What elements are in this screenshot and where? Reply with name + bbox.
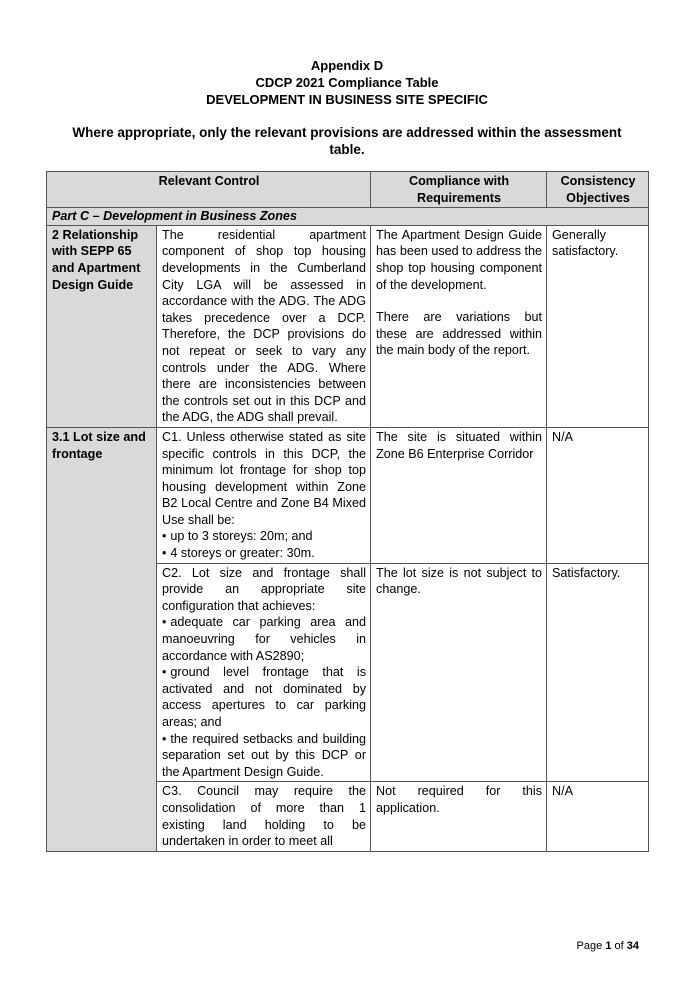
compliance-cell [371,225,547,427]
page-number: 1 [605,940,612,952]
control-bullet: • the required setbacks and building separation set out by this DCP or the Apartment Design Guide. [162,731,366,781]
compliance-text: The site is situated within Zone B6 Enterprise Corridor [371,427,547,563]
table-row [47,427,649,563]
page-footer [577,940,639,952]
control-cell [157,563,371,782]
part-c-row [47,208,649,226]
of-label: of [614,940,624,952]
appendix-title: Appendix D [310,58,384,73]
table-row [47,225,649,427]
control-text: The residential apartment component of shop top housing developments in the Cumberland City LGA will be assessed in accordance with the ADG. The ADG takes precedence over a DCP. Therefore, the DCP provisions do not repeat or seek to vary any controls under the ADG. Where there are inconsistencies between the controls set out in this DCP and the ADG, the ADG shall prevail. [157,225,371,427]
intro-note: Where appropriate, only the relevant provisions are addressed within the assessment table. [72,125,622,157]
table-title: CDCP 2021 Compliance Table [255,75,439,90]
consistency-text: Satisfactory. [547,563,649,782]
header-consistency: Consistency Objectives [547,172,649,208]
row-label-lot-size: 3.1 Lot size and frontage [47,427,157,851]
control-bullet: • adequate car parking area and manoeuvring for vehicles in accordance with AS2890; [162,614,366,664]
control-bullet: • ground level frontage that is activated and not dominated by access apertures to car parking areas; and [162,664,366,730]
page-label: Page [576,940,603,952]
part-c-heading: Part C – Development in Business Zones [47,208,649,226]
header-compliance: Compliance with Requirements [371,172,547,208]
control-text: C2. Lot size and frontage shall provide an appropriate site configuration that achieves: [162,565,367,613]
section-title: DEVELOPMENT IN BUSINESS SITE SPECIFIC [206,92,488,107]
control-bullet: • up to 3 storeys: 20m; and [162,528,366,545]
control-cell [157,427,371,563]
consistency-text: N/A [547,427,649,563]
compliance-table [46,171,649,852]
compliance-text: Not required for this application. [371,782,547,851]
row-label-sepp65: 2 Relationship with SEPP 65 and Apartment Design Guide [47,225,157,427]
page-total: 34 [626,940,639,952]
header-relevant-control: Relevant Control [47,172,371,208]
consistency-text: Generally satisfactory. [547,225,649,427]
control-bullet: • 4 storeys or greater: 30m. [162,545,366,562]
control-text: C3. Council may require the consolidation of more than 1 existing land holding to be undertaken in order to meet all [157,782,371,851]
compliance-text: The lot size is not subject to change. [371,563,547,782]
compliance-text: The Apartment Design Guide has been used to address the shop top housing component of the development. [376,227,543,292]
compliance-text: There are variations but these are addressed within the main body of the report. [376,310,543,358]
table-header-row [47,172,649,208]
consistency-text: N/A [547,782,649,851]
control-text: C1. Unless otherwise stated as site specific controls in this DCP, the minimum lot frontage for shop top housing development within Zone B2 Local Centre and Zone B4 Mixed Use shall be: [162,429,367,527]
